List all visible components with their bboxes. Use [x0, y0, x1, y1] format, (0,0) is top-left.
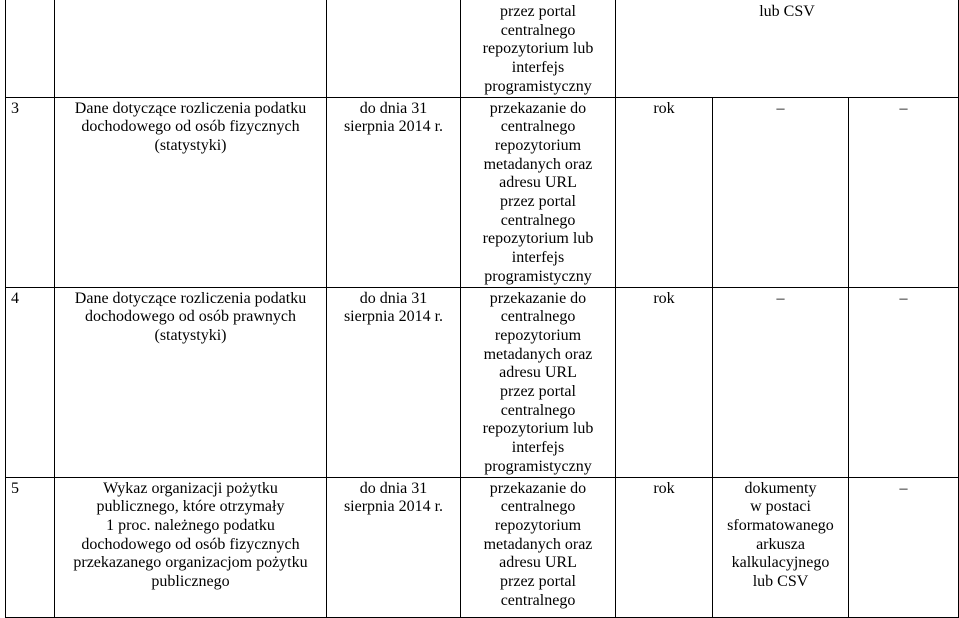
transfer-line: centralnego: [500, 498, 576, 516]
table-row-top: [6, 0, 959, 97]
transfer-line: centralnego: [500, 211, 576, 229]
transfer-line: centralnego: [500, 21, 576, 39]
cell-transfer: [461, 287, 616, 477]
transfer-line: interfejs: [511, 249, 565, 267]
frequency-value: rok: [653, 99, 675, 117]
table-row: [6, 477, 959, 617]
transfer-line: przez portal: [500, 193, 576, 211]
transfer-line: przez portal: [500, 573, 576, 591]
deadline-line: do dnia 31: [359, 289, 428, 307]
frequency-value: rok: [653, 479, 675, 497]
transfer-line: przez portal: [500, 383, 576, 401]
transfer-line: adresu URL: [499, 364, 577, 382]
name-line: (statystyki): [154, 136, 227, 154]
transfer-line: centralnego: [500, 118, 576, 136]
transfer-line: przekazanie do: [489, 99, 587, 117]
last-dash: –: [899, 479, 908, 497]
name-line: przekazanego organizacjom pożytku: [73, 554, 308, 572]
transfer-line: programistyczny: [484, 267, 592, 285]
row-number: 3: [11, 99, 19, 117]
transfer-line: repozytorium lub: [482, 420, 594, 438]
transfer-line: przez portal: [500, 3, 576, 20]
row-number: 5: [11, 479, 19, 497]
data-table: [5, 0, 959, 618]
name-line: Dane dotyczące rozliczenia podatku: [74, 289, 307, 307]
transfer-line: interfejs: [511, 439, 565, 457]
deadline-line: do dnia 31: [359, 479, 428, 497]
cell-transfer: [461, 0, 616, 97]
deadline-line: sierpnia 2014 r.: [343, 308, 444, 326]
cell-last: [849, 477, 959, 617]
name-line: dochodowego od osób fizycznych: [81, 118, 300, 136]
format-dash: –: [776, 99, 785, 117]
transfer-line: centralnego: [500, 401, 576, 419]
name-line: Dane dotyczące rozliczenia podatku: [74, 99, 307, 117]
cell-frequency: [616, 97, 713, 287]
cell-number: [6, 477, 55, 617]
cell-frequency: [616, 287, 713, 477]
frequency-value: rok: [653, 289, 675, 307]
name-line: publicznego: [151, 573, 230, 591]
cell-number: [6, 97, 55, 287]
format-dash: –: [776, 289, 785, 307]
deadline-line: sierpnia 2014 r.: [343, 498, 444, 516]
cell-last: [849, 287, 959, 477]
transfer-line: repozytorium: [494, 326, 582, 344]
transfer-line: adresu URL: [499, 174, 577, 192]
cell-deadline: [327, 287, 461, 477]
transfer-line: adresu URL: [499, 554, 577, 572]
cell-deadline: [327, 0, 461, 97]
row-number: 4: [11, 289, 19, 307]
cell-frequency: [616, 477, 713, 617]
transfer-line: centralnego: [500, 308, 576, 326]
name-line: (statystyki): [154, 326, 227, 344]
transfer-line: programistyczny: [484, 457, 592, 475]
name-line: 1 proc. należnego podatku: [106, 516, 275, 534]
cell-deadline: [327, 97, 461, 287]
transfer-line: przekazanie do: [489, 289, 587, 307]
transfer-line: interfejs: [511, 59, 565, 77]
transfer-line: programistyczny: [484, 77, 592, 95]
transfer-line: metadanych oraz: [483, 155, 593, 173]
name-line: publicznego, które otrzymały: [96, 498, 285, 516]
cell-format: [713, 477, 849, 617]
transfer-line: repozytorium lub: [482, 230, 594, 248]
transfer-line: przekazanie do: [489, 479, 587, 497]
format-line: w postaci: [750, 498, 811, 516]
transfer-line: centralnego: [500, 591, 576, 609]
format-line: arkusza: [756, 535, 805, 553]
cell-last: [849, 97, 959, 287]
last-dash: –: [899, 289, 908, 307]
transfer-line: metadanych oraz: [483, 535, 593, 553]
cell-name: [55, 0, 327, 97]
name-line: dochodowego od osób prawnych: [84, 308, 297, 326]
format-line: dokumenty: [744, 479, 817, 497]
transfer-line: repozytorium: [494, 516, 582, 534]
format-line: lub CSV: [759, 3, 815, 20]
name-line: dochodowego od osób fizycznych: [81, 535, 300, 553]
deadline-line: do dnia 31: [359, 99, 428, 117]
cell-number: [6, 287, 55, 477]
cell-name: [55, 97, 327, 287]
cell-format: [713, 287, 849, 477]
transfer-line: repozytorium: [494, 136, 582, 154]
table-row: [6, 97, 959, 287]
cell-name: [55, 287, 327, 477]
format-line: lub CSV: [752, 573, 809, 591]
cell-format: [713, 97, 849, 287]
cell-transfer: [461, 97, 616, 287]
deadline-line: sierpnia 2014 r.: [343, 118, 444, 136]
transfer-line: metadanych oraz: [483, 345, 593, 363]
cell-deadline: [327, 477, 461, 617]
cell-number: [6, 0, 55, 97]
cell-name: [55, 477, 327, 617]
format-line: kalkulacyjnego: [731, 554, 830, 572]
cell-format-tail: [616, 0, 959, 97]
cell-transfer: [461, 477, 616, 617]
last-dash: –: [899, 99, 908, 117]
table-row: [6, 287, 959, 477]
format-line: sformatowanego: [727, 516, 834, 534]
transfer-line: repozytorium lub: [482, 40, 594, 58]
name-line: Wykaz organizacji pożytku: [103, 479, 278, 497]
